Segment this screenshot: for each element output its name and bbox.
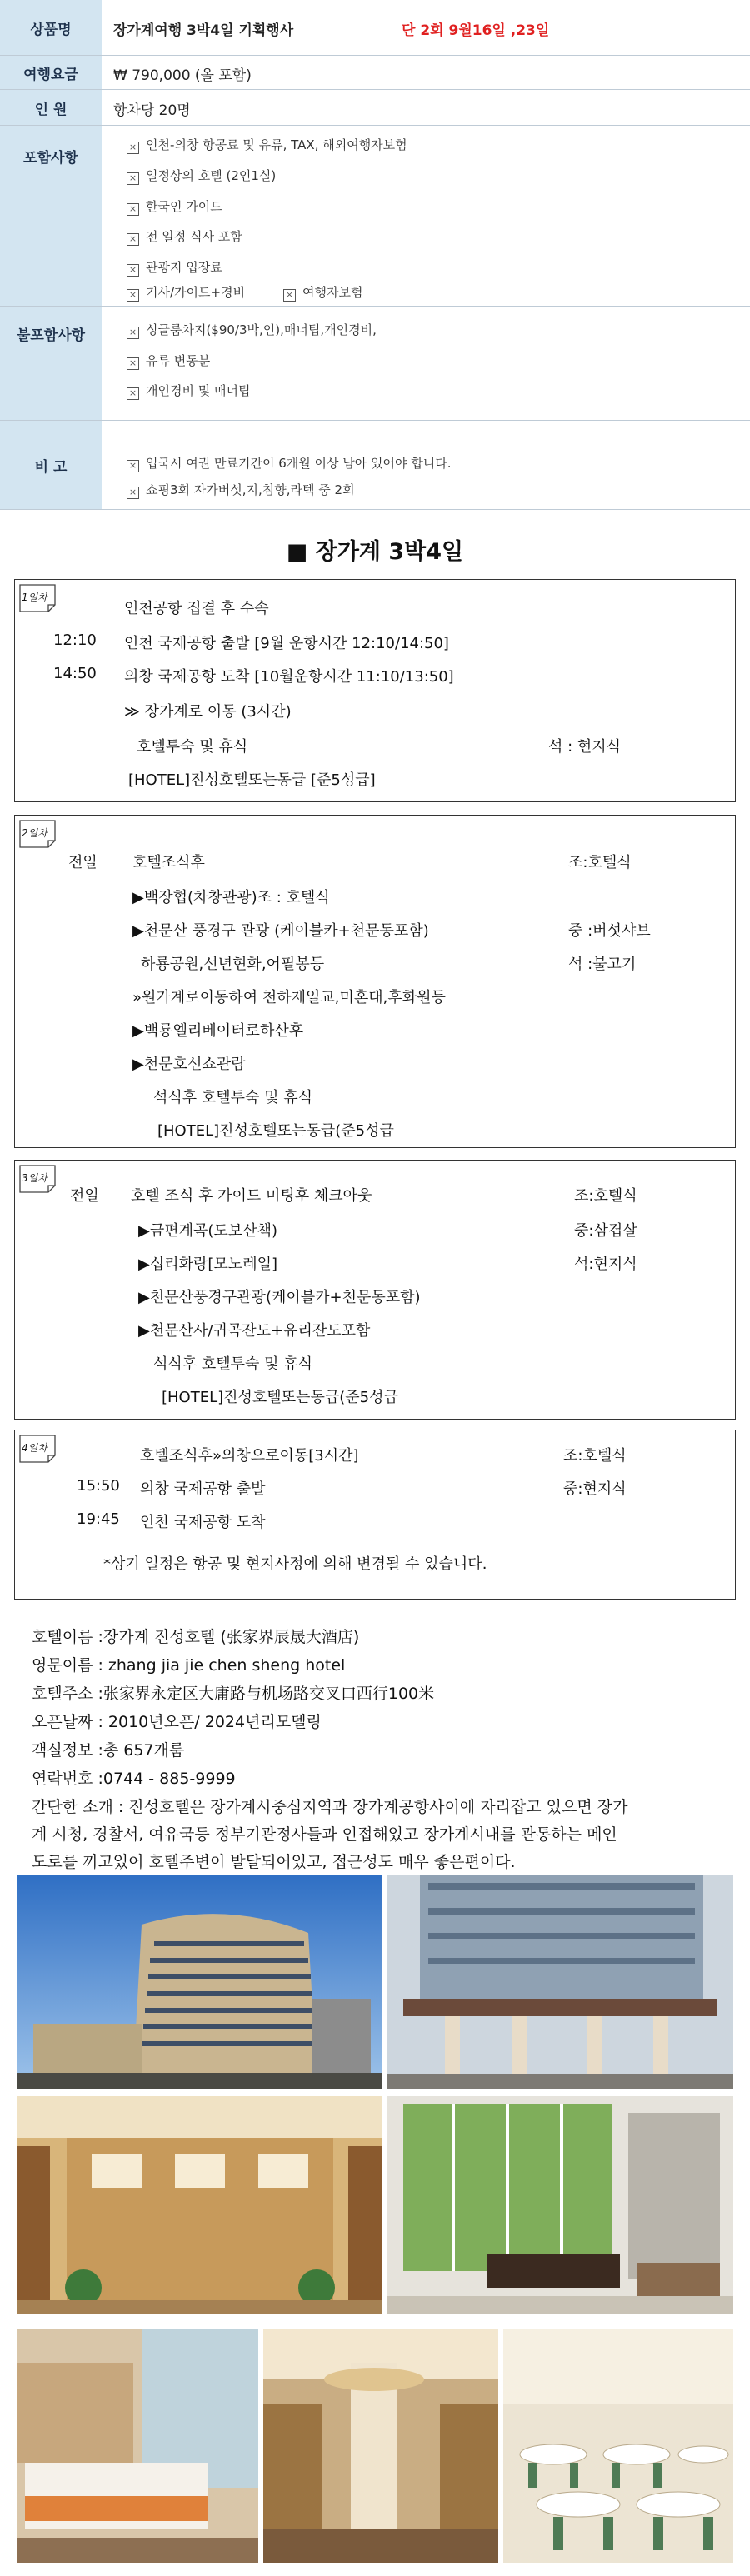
divider bbox=[0, 306, 750, 307]
day2-hotel: [HOTEL]진성호텔또는동급(준5성급 bbox=[158, 1122, 394, 1140]
day1-line: 인천공항 집결 후 수속 bbox=[124, 600, 269, 617]
price-label: 여행요금 bbox=[0, 56, 102, 89]
day3-line: ▶천문산풍경구관광(케이블카+천문동포함) bbox=[138, 1289, 421, 1306]
itinerary-title: ■ 장가계 3박4일 bbox=[286, 539, 464, 565]
divider bbox=[0, 420, 750, 421]
included-label: 포함사항 bbox=[0, 126, 102, 306]
remarks-label: 비 고 bbox=[0, 421, 102, 509]
day2-line: 호텔조식후 bbox=[132, 854, 205, 871]
day3-meal: 중:삼겹살 bbox=[574, 1222, 638, 1240]
day3-line: ▶금편계곡(도보산책) bbox=[138, 1222, 278, 1240]
day4-box bbox=[14, 1430, 736, 1600]
day-tag-label: 2일차 bbox=[22, 827, 48, 839]
day4-time: 15:50 bbox=[77, 1477, 120, 1495]
day4-meal: 조:호텔식 bbox=[563, 1447, 627, 1465]
day1-line: 호텔투숙 및 휴식 bbox=[137, 738, 248, 756]
day2-meal: 중 :버섯샤브 bbox=[568, 922, 651, 940]
day3-hotel: [HOTEL]진성호텔또는동급(준5성급 bbox=[162, 1389, 398, 1406]
checkbox-icon: × bbox=[127, 203, 139, 216]
product-note: 단 2회 9월16일 ,23일 bbox=[402, 22, 550, 39]
checkbox-icon: × bbox=[127, 387, 139, 400]
restaurant-photo bbox=[503, 2329, 733, 2563]
included-item: × 인천-의창 항공료 및 유류, TAX, 해외여행자보험 bbox=[127, 136, 408, 153]
day2-line: ▶백장협(차창관광)조 : 호텔식 bbox=[132, 889, 330, 906]
checkbox-icon: × bbox=[127, 289, 139, 302]
day1-box bbox=[14, 579, 736, 802]
day1-hotel: [HOTEL]진성호텔또는동급 [준5성급] bbox=[128, 771, 376, 789]
hotel-english-name: 영문이름 : zhang jia jie chen sheng hotel bbox=[32, 1656, 346, 1675]
divider bbox=[0, 509, 750, 510]
excluded-item: × 개인경비 및 매너팁 bbox=[127, 382, 250, 399]
hotel-intro: 간단한 소개 : 진성호텔은 장가계시중심지역과 장가계공항사이에 자리잡고 있으면 장가 bbox=[32, 1798, 628, 1816]
day2-meal: 조:호텔식 bbox=[568, 854, 632, 871]
day-tag-label: 1일차 bbox=[22, 592, 48, 603]
checkbox-icon: × bbox=[127, 172, 139, 185]
hotel-opened: 오픈날짜 : 2010년오픈/ 2024년리모델링 bbox=[32, 1713, 322, 1731]
day4-meal: 중:현지식 bbox=[563, 1480, 627, 1498]
lounge-photo bbox=[387, 2096, 733, 2314]
day2-box bbox=[14, 815, 736, 1148]
included-item: × 전 일정 식사 포함 bbox=[127, 227, 242, 245]
divider bbox=[0, 125, 750, 126]
day4-line: 의창 국제공항 출발 bbox=[140, 1480, 266, 1498]
included-item: × 일정상의 호텔 (2인1실) bbox=[127, 167, 276, 184]
day1-line: ≫ 장가계로 이동 (3시간) bbox=[124, 703, 292, 721]
day2-time: 전일 bbox=[68, 854, 98, 871]
day2-line: ▶천문산 풍경구 관광 (케이블카+천문동포함) bbox=[132, 922, 429, 940]
hotel-intro: 도로를 끼고있어 호텔주변이 발달되어있고, 접근성도 매우 좋은편이다. bbox=[32, 1853, 516, 1871]
checkbox-icon: × bbox=[127, 327, 139, 339]
day2-line: »원가계로이동하여 천하제일교,미혼대,후화원등 bbox=[132, 989, 446, 1006]
day1-line: 인천 국제공항 출발 [9월 운항시간 12:10/14:50] bbox=[124, 635, 449, 652]
hotel-name: 호텔이름 :장가계 진성호텔 (张家界辰晟大酒店) bbox=[32, 1628, 360, 1646]
checkbox-icon: × bbox=[127, 142, 139, 154]
included-item: × 기사/가이드+경비 bbox=[127, 283, 245, 301]
checkbox-icon: × bbox=[283, 289, 296, 302]
day2-line: 석식후 호텔투숙 및 휴식 bbox=[153, 1089, 313, 1106]
hotel-phone: 연락번호 :0744 - 885-9999 bbox=[32, 1770, 236, 1788]
day3-line: 호텔 조식 후 가이드 미팅후 체크아웃 bbox=[131, 1187, 372, 1205]
divider bbox=[0, 55, 750, 56]
atrium-photo bbox=[17, 2096, 382, 2314]
lobby-photo bbox=[263, 2329, 498, 2563]
excluded-label: 불포함사항 bbox=[0, 307, 102, 420]
checkbox-icon: × bbox=[127, 264, 139, 277]
people-label: 인 원 bbox=[0, 90, 102, 125]
day2-line: ▶천문호선쇼관람 bbox=[132, 1056, 246, 1073]
checkbox-icon: × bbox=[127, 233, 139, 246]
day3-box bbox=[14, 1160, 736, 1420]
day1-meal: 석 : 현지식 bbox=[548, 738, 622, 756]
hotel-exterior-photo bbox=[17, 1875, 382, 2089]
remarks-item: × 쇼핑3회 자가버섯,지,침향,라텍 중 2회 bbox=[127, 481, 355, 498]
checkbox-icon: × bbox=[127, 357, 139, 370]
day3-line: ▶천문산사/귀곡잔도+유리잔도포함 bbox=[138, 1322, 371, 1340]
product-label: 상품명 bbox=[0, 0, 102, 55]
included-item: × 여행자보험 bbox=[283, 283, 362, 301]
price-value: ₩ 790,000 (올 포함) bbox=[113, 67, 252, 84]
included-item: × 한국인 가이드 bbox=[127, 197, 222, 215]
room-photo bbox=[17, 2329, 258, 2563]
day2-line: 하룡공원,선년현화,어필봉등 bbox=[141, 956, 325, 973]
day-tag-label: 4일차 bbox=[22, 1442, 48, 1454]
product-name: 장가계여행 3박4일 기획행사 bbox=[113, 22, 294, 39]
day2-meal: 석 :불고기 bbox=[568, 956, 637, 973]
day4-line: 호텔조식후»의창으로이동[3시간] bbox=[140, 1447, 359, 1465]
day1-line: 의창 국제공항 도착 [10월운항시간 11:10/13:50] bbox=[124, 668, 454, 686]
schedule-note: *상기 일정은 항공 및 현지사정에 의해 변경될 수 있습니다. bbox=[103, 1555, 488, 1573]
day3-meal: 조:호텔식 bbox=[574, 1187, 638, 1205]
included-item: × 관광지 입장료 bbox=[127, 258, 222, 276]
checkbox-icon: × bbox=[127, 487, 139, 499]
day3-time: 전일 bbox=[70, 1187, 99, 1205]
day1-time: 12:10 bbox=[53, 632, 97, 649]
day4-time: 19:45 bbox=[77, 1510, 120, 1528]
remarks-item: × 입국시 여권 만료기간이 6개월 이상 남아 있어야 합니다. bbox=[127, 454, 451, 472]
day1-time: 14:50 bbox=[53, 665, 97, 682]
excluded-item: × 싱글룸차지($90/3박,인),매너팁,개인경비, bbox=[127, 321, 377, 338]
people-value: 항차당 20명 bbox=[113, 102, 191, 119]
excluded-item: × 유류 변동분 bbox=[127, 352, 210, 369]
hotel-entrance-photo bbox=[387, 1875, 733, 2089]
day4-line: 인천 국제공항 도착 bbox=[140, 1514, 266, 1531]
day3-meal: 석:현지식 bbox=[574, 1256, 638, 1273]
day3-line: ▶십리화랑[모노레일] bbox=[138, 1256, 278, 1273]
hotel-rooms: 객실정보 :총 657개룸 bbox=[32, 1741, 185, 1760]
divider bbox=[0, 89, 750, 90]
day3-line: 석식후 호텔투숙 및 휴식 bbox=[153, 1355, 313, 1373]
day2-line: ▶백룡엘리베이터로하산후 bbox=[132, 1022, 304, 1040]
hotel-intro: 계 시청, 경찰서, 여유국등 정부기관정사들과 인접해있고 장가계시내를 관통하는 메인 bbox=[32, 1825, 618, 1844]
checkbox-icon: × bbox=[127, 460, 139, 472]
hotel-address: 호텔주소 :张家界永定区大庸路与机场路交叉口西行100米 bbox=[32, 1685, 435, 1703]
day-tag-label: 3일차 bbox=[22, 1172, 48, 1184]
